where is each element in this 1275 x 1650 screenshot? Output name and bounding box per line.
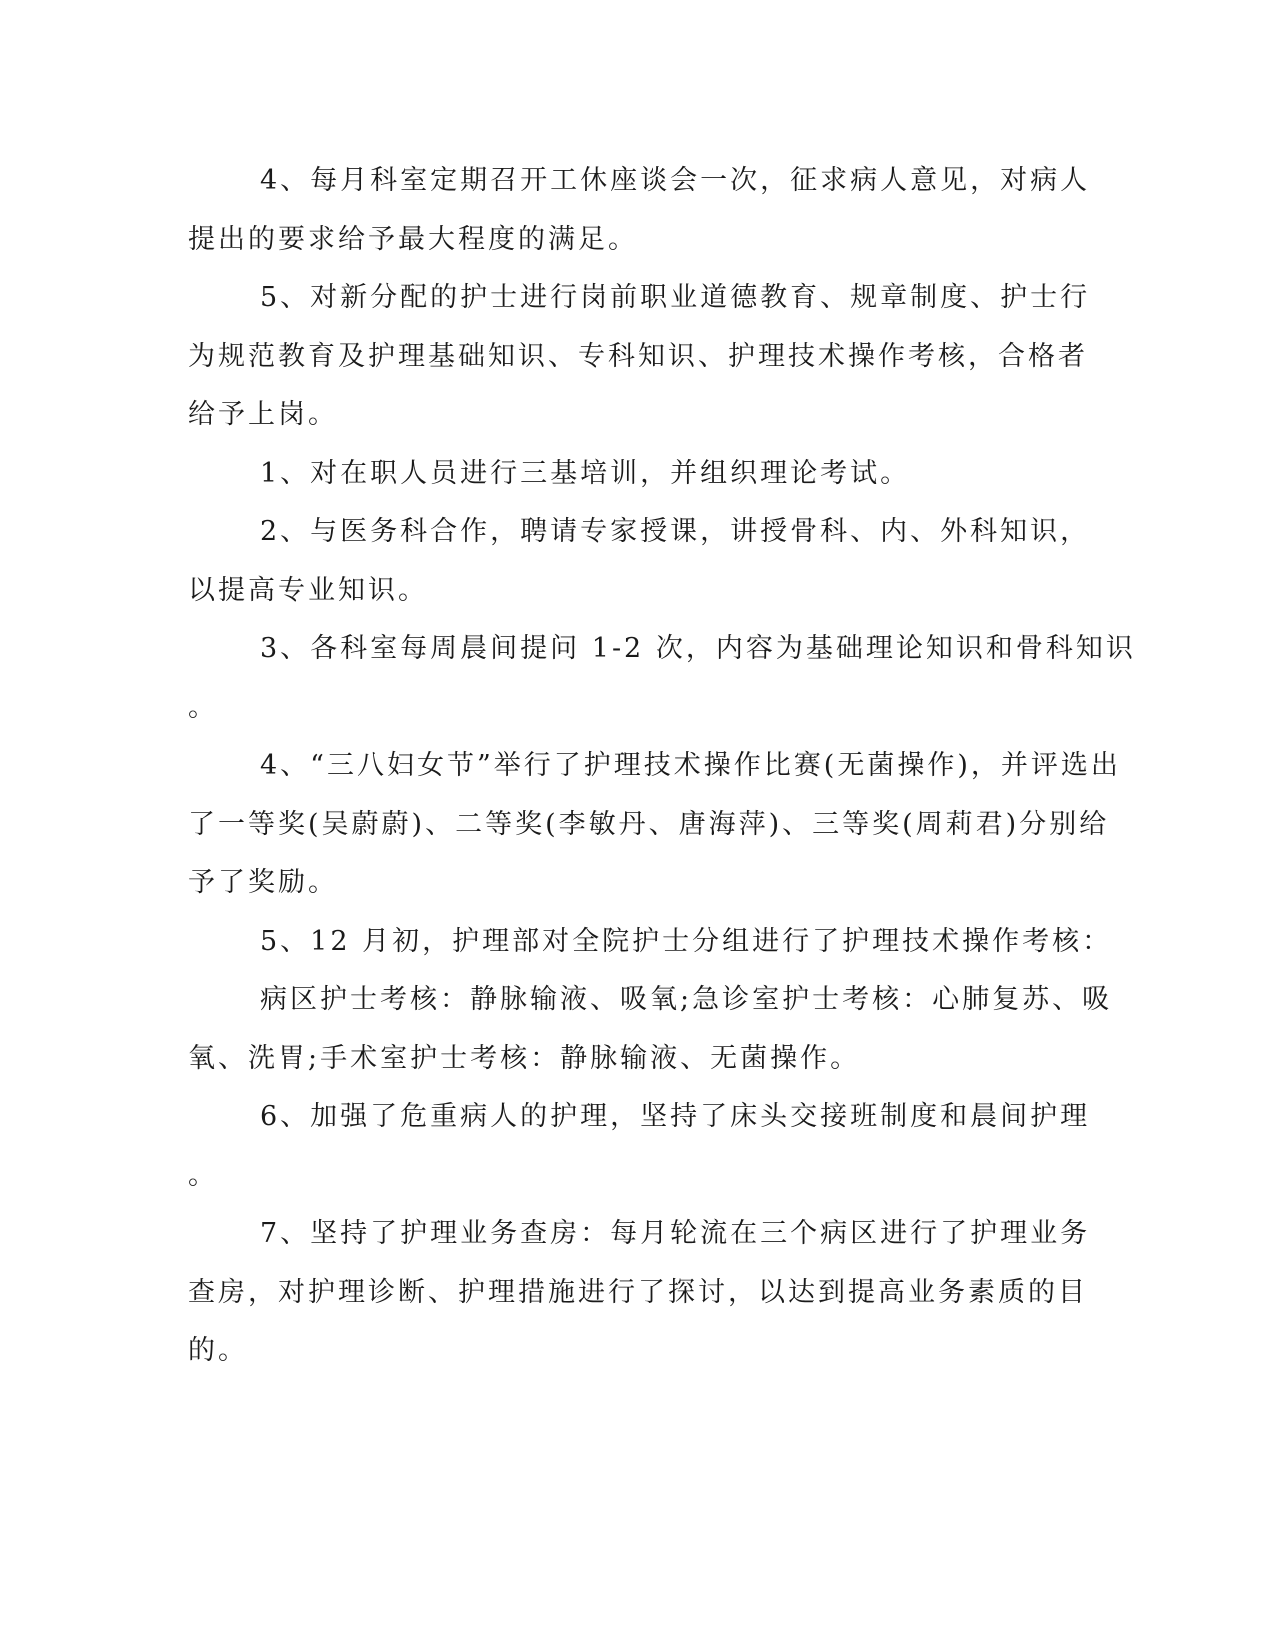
text-line: 。 — [188, 692, 218, 723]
text-line: 4、“三八妇女节”举行了护理技术操作比赛(无菌操作)，并评选出 — [260, 750, 1121, 781]
text-line: 氧、洗胃;手术室护士考核：静脉输液、无菌操作。 — [188, 1043, 861, 1074]
text-line: 病区护士考核：静脉输液、吸氧;急诊室护士考核：心肺复苏、吸 — [260, 984, 1113, 1015]
text-line: 3、各科室每周晨间提问 1-2 次，内容为基础理论知识和骨科知识 — [260, 633, 1136, 664]
text-line: 提出的要求给予最大程度的满足。 — [188, 224, 638, 255]
text-line: 7、坚持了护理业务查房：每月轮流在三个病区进行了护理业务 — [260, 1218, 1091, 1249]
text-line: 5、对新分配的护士进行岗前职业道德教育、规章制度、护士行 — [260, 282, 1091, 313]
text-line: 给予上岗。 — [188, 399, 338, 430]
text-line: 4、每月科室定期召开工休座谈会一次，征求病人意见，对病人 — [260, 165, 1091, 196]
text-line: 2、与医务科合作，聘请专家授课，讲授骨科、内、外科知识， — [260, 516, 1091, 547]
text-line: 予了奖励。 — [188, 867, 338, 898]
text-line: 为规范教育及护理基础知识、专科知识、护理技术操作考核，合格者 — [188, 341, 1088, 372]
text-line: 的。 — [188, 1335, 248, 1366]
text-line: 6、加强了危重病人的护理，坚持了床头交接班制度和晨间护理 — [260, 1101, 1091, 1132]
text-line: 了一等奖(吴蔚蔚)、二等奖(李敏丹、唐海萍)、三等奖(周莉君)分别给 — [188, 809, 1110, 840]
text-line: 查房，对护理诊断、护理措施进行了探讨，以达到提高业务素质的目 — [188, 1277, 1088, 1308]
text-line: 1、对在职人员进行三基培训，并组织理论考试。 — [260, 458, 911, 489]
text-line: 5、12 月初，护理部对全院护士分组进行了护理技术操作考核： — [260, 926, 1113, 957]
text-line: 。 — [188, 1160, 218, 1191]
text-line: 以提高专业知识。 — [188, 575, 428, 606]
